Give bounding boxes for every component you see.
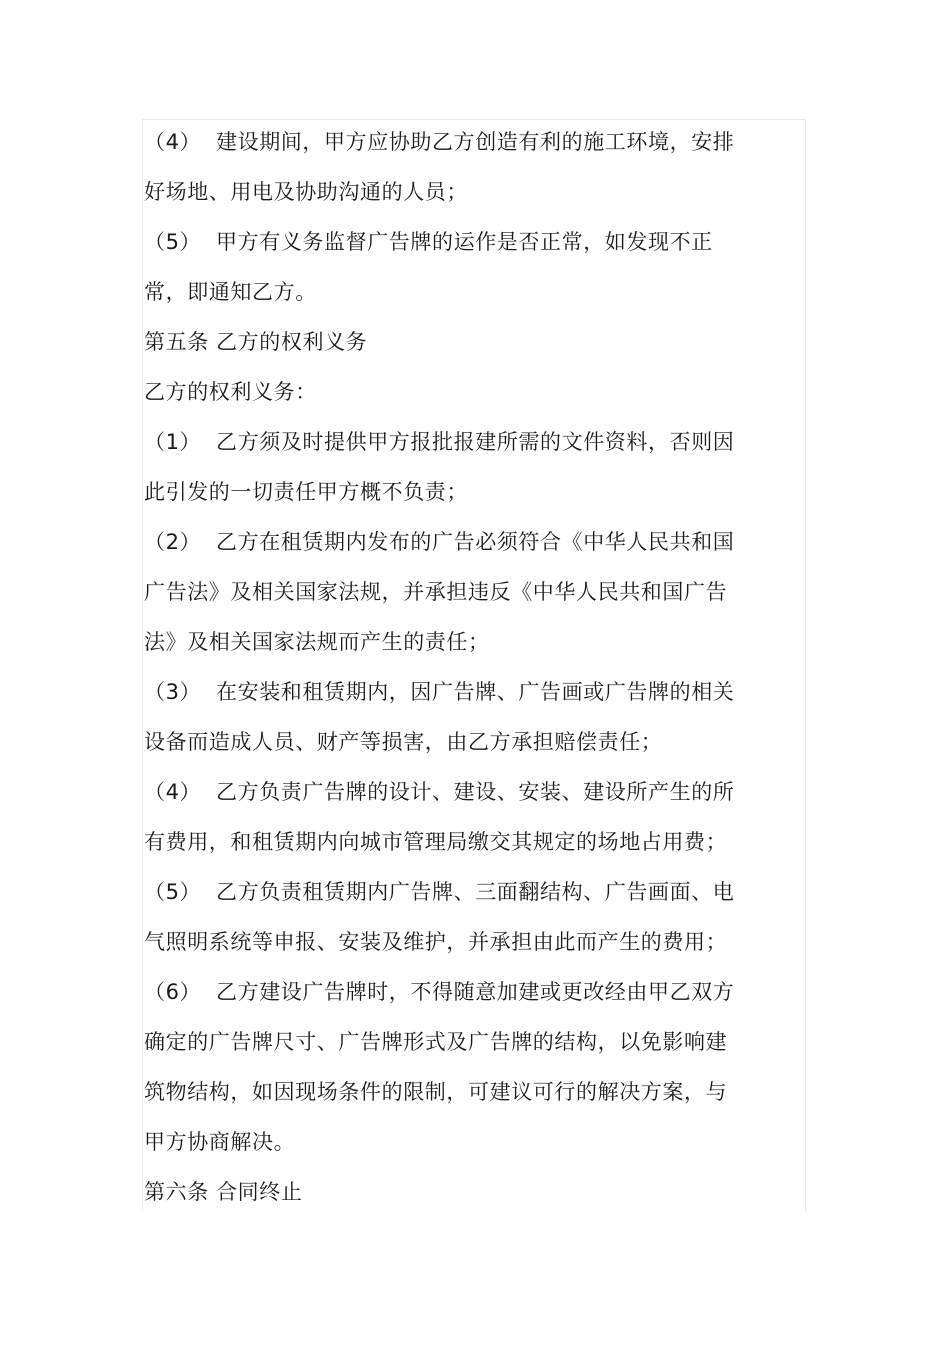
clause-number: （4） — [144, 780, 202, 804]
line-text: 第五条 乙方的权利义务 — [144, 330, 368, 354]
text-line — [144, 1067, 754, 1117]
document-body — [144, 117, 754, 1217]
line-text: 乙方在租赁期内发布的广告必须符合《中华人民共和国 — [216, 530, 735, 554]
text-line — [144, 367, 754, 417]
line-text: 气照明系统等申报、安装及维护，并承担由此而产生的费用； — [144, 930, 728, 954]
line-text: 乙方的权利义务： — [144, 380, 317, 404]
line-text: 乙方建设广告牌时，不得随意加建或更改经由甲乙双方 — [216, 980, 735, 1004]
section-heading — [144, 317, 754, 367]
line-text: 乙方须及时提供甲方报批报建所需的文件资料，否则因 — [216, 430, 735, 454]
line-text: 有费用，和租赁期内向城市管理局缴交其规定的场地占用费； — [144, 830, 728, 854]
clause-number: （4） — [144, 130, 202, 154]
text-line — [144, 667, 754, 717]
line-text: 在安装和租赁期内，因广告牌、广告画或广告牌的相关 — [216, 680, 735, 704]
clause-number: （2） — [144, 530, 202, 554]
line-text: 第六条 合同终止 — [144, 1180, 303, 1204]
line-text: 甲方有义务监督广告牌的运作是否正常，如发现不正 — [216, 230, 713, 254]
line-text: 确定的广告牌尺寸、广告牌形式及广告牌的结构，以免影响建 — [144, 1030, 728, 1054]
text-line — [144, 517, 754, 567]
text-line — [144, 167, 754, 217]
clause-number: （5） — [144, 880, 202, 904]
line-text: 广告法》及相关国家法规，并承担违反《中华人民共和国广告 — [144, 580, 728, 604]
clause-number: （6） — [144, 980, 202, 1004]
text-line — [144, 967, 754, 1017]
text-line — [144, 767, 754, 817]
line-text: 甲方协商解决。 — [144, 1130, 296, 1154]
text-line — [144, 117, 754, 167]
line-text: 此引发的一切责任甲方概不负责； — [144, 480, 468, 504]
text-line — [144, 267, 754, 317]
clause-number: （5） — [144, 230, 202, 254]
line-text: 设备而造成人员、财产等损害，由乙方承担赔偿责任； — [144, 730, 663, 754]
text-line — [144, 1017, 754, 1067]
line-text: 建设期间，甲方应协助乙方创造有利的施工环境，安排 — [216, 130, 735, 154]
text-line — [144, 1117, 754, 1167]
text-line — [144, 817, 754, 867]
line-text: 法》及相关国家法规而产生的责任； — [144, 630, 490, 654]
clause-number: （1） — [144, 430, 202, 454]
line-text: 筑物结构，如因现场条件的限制，可建议可行的解决方案，与 — [144, 1080, 728, 1104]
text-line — [144, 217, 754, 267]
line-text: 乙方负责广告牌的设计、建设、安装、建设所产生的所 — [216, 780, 735, 804]
section-heading — [144, 1167, 754, 1217]
text-line — [144, 617, 754, 667]
text-line — [144, 917, 754, 967]
text-line — [144, 567, 754, 617]
text-line — [144, 417, 754, 467]
text-line — [144, 467, 754, 517]
text-line — [144, 867, 754, 917]
line-text: 乙方负责租赁期内广告牌、三面翻结构、广告画面、电 — [216, 880, 735, 904]
line-text: 常，即通知乙方。 — [144, 280, 317, 304]
clause-number: （3） — [144, 680, 202, 704]
line-text: 好场地、用电及协助沟通的人员； — [144, 180, 468, 204]
text-line — [144, 717, 754, 767]
